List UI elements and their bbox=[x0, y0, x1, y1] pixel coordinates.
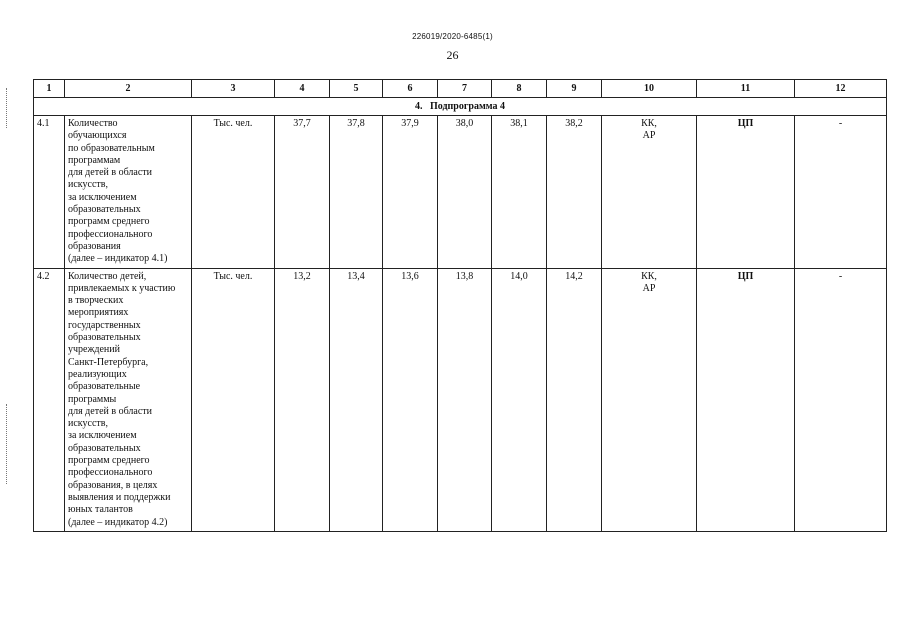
indicator-name-line: выявления и поддержки bbox=[68, 491, 171, 503]
column-header: 7 bbox=[438, 80, 492, 98]
column-header: 8 bbox=[492, 80, 547, 98]
table-row bbox=[34, 116, 887, 269]
value-cell: 38,0 bbox=[438, 116, 492, 269]
indicator-name-line: образовательных bbox=[68, 332, 141, 344]
indicator-name-line: для детей в области bbox=[68, 167, 153, 179]
indicator-name-line: (далее – индикатор 4.2) bbox=[68, 516, 168, 528]
indicator-name-line: учреждений bbox=[68, 344, 120, 356]
column-header: 12 bbox=[795, 80, 887, 98]
column-header: 2 bbox=[65, 80, 192, 98]
value-cell: 14,0 bbox=[492, 268, 547, 531]
value-cell: 13,6 bbox=[383, 268, 438, 531]
indicator-name bbox=[65, 116, 192, 269]
indicator-name-line: привлекаемых к участию bbox=[68, 282, 176, 294]
column-header: 9 bbox=[547, 80, 602, 98]
indicator-number: 4.1 bbox=[34, 116, 65, 269]
indicator-name bbox=[65, 268, 192, 531]
indicator-name-line: Санкт-Петербурга, bbox=[68, 356, 149, 368]
program-cell: ЦП bbox=[697, 116, 795, 269]
indicator-name-line: образования, в целях bbox=[68, 479, 158, 491]
source-line: АР bbox=[642, 130, 656, 142]
value-cell: 14,2 bbox=[547, 268, 602, 531]
value-cell: 13,2 bbox=[275, 268, 330, 531]
scan-margin-mark bbox=[6, 404, 8, 484]
source-line: КК, bbox=[641, 118, 657, 129]
document-number: 226019/2020-6485(1) bbox=[412, 32, 493, 41]
indicator-name-line: образования bbox=[68, 240, 121, 252]
column-header: 5 bbox=[330, 80, 383, 98]
section-number: 4. bbox=[414, 100, 423, 112]
indicator-name-line: программ среднего bbox=[68, 455, 150, 467]
indicator-name-line: программ среднего bbox=[68, 216, 150, 228]
indicator-name-line: юных талантов bbox=[68, 504, 133, 516]
indicator-table bbox=[33, 79, 887, 532]
page-number: 26 bbox=[446, 48, 459, 62]
column-header: 4 bbox=[275, 80, 330, 98]
source-cell bbox=[602, 268, 697, 531]
program-cell: ЦП bbox=[697, 268, 795, 531]
indicator-name-line: (далее – индикатор 4.1) bbox=[68, 253, 168, 265]
indicator-name-line: Количество bbox=[68, 118, 118, 129]
section-title: Подпрограмма 4 bbox=[429, 100, 506, 112]
column-number-row bbox=[34, 80, 887, 98]
column-header: 3 bbox=[192, 80, 275, 98]
indicator-name-line: мероприятиях bbox=[68, 307, 129, 319]
source-line: АР bbox=[642, 282, 656, 294]
scan-margin-mark bbox=[6, 88, 8, 128]
value-cell: 13,4 bbox=[330, 268, 383, 531]
unit-cell: Тыс. чел. bbox=[192, 268, 275, 531]
indicator-name-line: за исключением bbox=[68, 191, 137, 203]
note-cell: - bbox=[795, 268, 887, 531]
indicator-name-line: в творческих bbox=[68, 295, 124, 307]
value-cell: 37,8 bbox=[330, 116, 383, 269]
column-header: 10 bbox=[602, 80, 697, 98]
source-cell bbox=[602, 116, 697, 269]
value-cell: 38,1 bbox=[492, 116, 547, 269]
indicator-name-line: искусств, bbox=[68, 179, 108, 191]
indicator-name-line: образовательные bbox=[68, 381, 141, 393]
column-header: 11 bbox=[697, 80, 795, 98]
indicator-name-line: программы bbox=[68, 393, 117, 405]
table-row bbox=[34, 268, 887, 531]
indicator-name-line: для детей в области bbox=[68, 405, 153, 417]
section-row bbox=[34, 98, 887, 116]
source-line: КК, bbox=[641, 270, 657, 282]
indicator-name-line: профессионального bbox=[68, 467, 153, 479]
indicator-name-line: программам bbox=[68, 154, 121, 166]
indicator-name-line: по образовательным bbox=[68, 142, 155, 154]
indicator-name-line: за исключением bbox=[68, 430, 137, 442]
indicator-name-line: государственных bbox=[68, 319, 141, 331]
value-cell: 37,9 bbox=[383, 116, 438, 269]
indicator-number: 4.2 bbox=[34, 268, 65, 531]
value-cell: 13,8 bbox=[438, 268, 492, 531]
indicator-name-line: реализующих bbox=[68, 368, 127, 380]
column-header: 6 bbox=[383, 80, 438, 98]
indicator-name-line: образовательных bbox=[68, 442, 141, 454]
indicator-name-line: Количество детей, bbox=[68, 270, 147, 282]
value-cell: 37,7 bbox=[275, 116, 330, 269]
value-cell: 38,2 bbox=[547, 116, 602, 269]
indicator-name-line: обучающихся bbox=[68, 130, 127, 142]
indicator-name-line: искусств, bbox=[68, 418, 108, 430]
note-cell: - bbox=[795, 116, 887, 269]
indicator-name-line: профессионального bbox=[68, 228, 153, 240]
indicator-name-line: образовательных bbox=[68, 204, 141, 216]
section-heading bbox=[34, 98, 887, 116]
column-header: 1 bbox=[34, 80, 65, 98]
unit-cell: Тыс. чел. bbox=[192, 116, 275, 269]
